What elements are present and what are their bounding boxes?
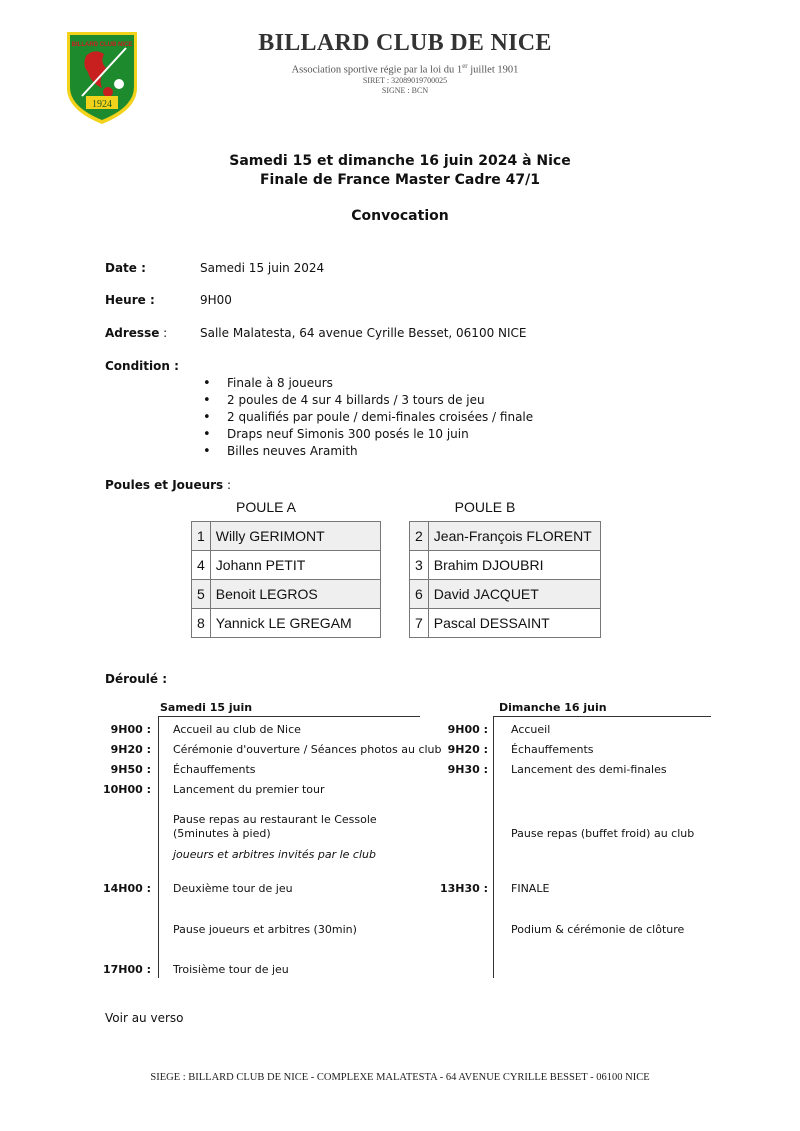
schedule-event: Lancement du premier tour <box>173 783 325 796</box>
player-name: Jean-François FLORENT <box>428 522 600 551</box>
schedule-event: Pause joueurs et arbitres (30min) <box>173 923 357 936</box>
logo-year-text: 1924 <box>92 99 112 110</box>
table-row <box>192 522 381 551</box>
schedule-time: 9H00 : <box>110 723 151 736</box>
schedule-time: 9H50 : <box>110 763 151 776</box>
schedule-event: Podium & cérémonie de clôture <box>511 923 685 936</box>
poule-b-table <box>409 521 601 638</box>
schedule-event: Accueil <box>511 723 551 736</box>
poules-label: Poules et Joueurs <box>105 478 224 492</box>
club-title: BILLARD CLUB DE NICE <box>258 30 552 56</box>
schedule-event: Échauffements <box>173 763 256 776</box>
schedule-event: (5minutes à pied) <box>173 827 271 840</box>
association-text-end: juillet 1901 <box>467 64 519 76</box>
table-row <box>192 580 381 609</box>
player-number: 4 <box>192 551 211 580</box>
player-name: Pascal DESSAINT <box>428 609 600 638</box>
adresse-label-wrap <box>105 326 167 340</box>
player-number: 6 <box>410 580 429 609</box>
condition-item: • 2 poules de 4 sur 4 billards / 3 tours de jeu <box>203 392 533 409</box>
footer-address: SIEGE : BILLARD CLUB DE NICE - COMPLEXE MALATESTA - 64 AVENUE CYRILLE BESSET - 06100 NICE <box>150 1072 650 1083</box>
schedule-event: Pause repas (buffet froid) au club <box>511 827 695 840</box>
table-row <box>192 551 381 580</box>
poule-a-table <box>191 521 381 638</box>
player-number: 3 <box>410 551 429 580</box>
association-sup: er <box>462 62 468 70</box>
table-row <box>410 551 601 580</box>
schedule-event: Deuxième tour de jeu <box>173 882 293 895</box>
schedule-event: Échauffements <box>511 743 594 756</box>
schedule-time: 9H00 : <box>447 723 488 736</box>
signe-line: SIGNE : BCN <box>381 86 429 95</box>
table-row <box>410 609 601 638</box>
heure-value: 9H00 <box>200 293 232 307</box>
player-number: 8 <box>192 609 211 638</box>
date-label: Date : <box>105 261 146 275</box>
date-value: Samedi 15 juin 2024 <box>200 261 325 275</box>
schedule-event: Pause repas au restaurant le Cessole <box>173 813 377 826</box>
schedule-event: Lancement des demi-finales <box>511 763 667 776</box>
schedule-event: Cérémonie d'ouverture / Séances photos au club <box>173 743 442 756</box>
player-name: Johann PETIT <box>210 551 380 580</box>
schedule-time: 9H30 : <box>447 763 488 776</box>
schedule-event: FINALE <box>511 882 550 895</box>
association-text: Association sportive régie par la loi du 1 <box>291 64 463 76</box>
schedule-time: 13H30 : <box>439 882 488 895</box>
condition-item: • Draps neuf Simonis 300 posés le 10 juin <box>203 426 533 443</box>
schedule-time: 17H00 : <box>102 963 151 976</box>
association-line <box>200 62 610 76</box>
poule-b-title: POULE B <box>454 499 516 515</box>
condition-label: Condition : <box>105 359 179 373</box>
table-row <box>410 522 601 551</box>
player-name: Yannick LE GREGAM <box>210 609 380 638</box>
player-number: 5 <box>192 580 211 609</box>
sunday-divider <box>493 716 711 717</box>
schedule-event-note: joueurs et arbitres invités par le club <box>173 848 376 861</box>
condition-item: • Finale à 8 joueurs <box>203 375 533 392</box>
table-row <box>192 609 381 638</box>
poules-colon: : <box>223 478 232 492</box>
condition-item: • Billes neuves Aramith <box>203 443 533 460</box>
adresse-value: Salle Malatesta, 64 avenue Cyrille Besset, 06100 NICE <box>200 326 527 340</box>
siret-line: SIRET : 32089019700025 <box>362 76 448 85</box>
player-name: Willy GERIMONT <box>210 522 380 551</box>
saturday-divider <box>158 716 420 717</box>
poules-label-wrap <box>105 478 231 492</box>
player-name: David JACQUET <box>428 580 600 609</box>
poule-a-title: POULE A <box>236 499 296 515</box>
schedule-time: 9H20 : <box>447 743 488 756</box>
club-logo <box>64 26 140 126</box>
player-number: 7 <box>410 609 429 638</box>
sunday-title: Dimanche 16 juin <box>499 701 607 714</box>
schedule-time: 10H00 : <box>102 783 151 796</box>
deroule-label: Déroulé : <box>105 672 168 686</box>
player-number: 1 <box>192 522 211 551</box>
player-number: 2 <box>410 522 429 551</box>
schedule-event: Accueil au club de Nice <box>173 723 301 736</box>
sunday-vertical-divider <box>493 716 494 978</box>
convocation-title: Convocation <box>351 208 449 224</box>
logo-name-text: BILLARD CLUB NICE <box>71 42 133 48</box>
event-dates: Samedi 15 et dimanche 16 juin 2024 à Nice <box>229 153 571 169</box>
schedule-event: Troisième tour de jeu <box>173 963 289 976</box>
player-name: Benoit LEGROS <box>210 580 380 609</box>
condition-list <box>203 375 533 460</box>
adresse-label: Adresse <box>105 326 160 340</box>
schedule-time: 9H20 : <box>110 743 151 756</box>
saturday-vertical-divider <box>158 716 159 978</box>
player-name: Brahim DJOUBRI <box>428 551 600 580</box>
heure-label: Heure : <box>105 293 155 307</box>
saturday-title: Samedi 15 juin <box>160 701 253 714</box>
verso-note: Voir au verso <box>105 1011 184 1025</box>
table-row <box>410 580 601 609</box>
event-name: Finale de France Master Cadre 47/1 <box>259 172 541 188</box>
adresse-colon: : <box>159 326 168 340</box>
condition-item: • 2 qualifiés par poule / demi-finales croisées / finale <box>203 409 533 426</box>
schedule-time: 14H00 : <box>102 882 151 895</box>
